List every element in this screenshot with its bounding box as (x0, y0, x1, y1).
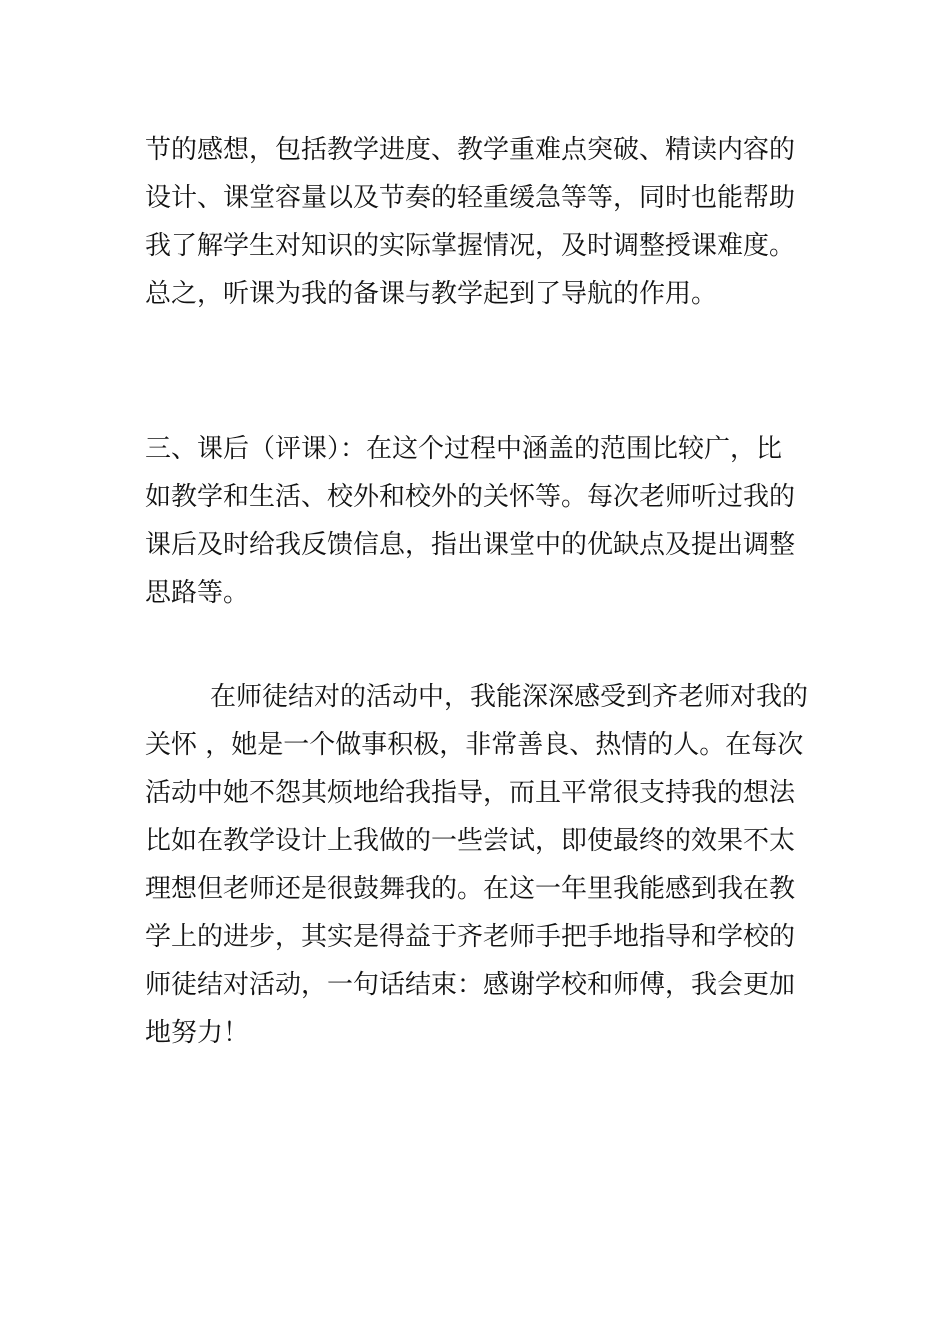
paragraph-line: 我了解学生对知识的实际掌握情况，及时调整授课难度。 (145, 231, 796, 261)
paragraph-line: 师徒结对活动，一句话结束：感谢学校和师傅，我会更加 (145, 970, 796, 1000)
paragraph-line: 思路等。 (145, 578, 250, 608)
paragraph-line: 如教学和生活、校外和校外的关怀等。每次老师听过我的 (145, 482, 796, 512)
paragraph-line: 三、课后（评课）：在这个过程中涵盖的范围比较广，比 (145, 434, 783, 464)
paragraph-line: 节的感想，包括教学进度、教学重难点突破、精读内容的 (145, 135, 796, 165)
paragraph-line: 设计、课堂容量以及节奏的轻重缓急等等，同时也能帮助 (145, 183, 796, 213)
paragraph-line: 地努力！ (145, 1018, 250, 1048)
paragraph-line: 课后及时给我反馈信息，指出课堂中的优缺点及提出调整 (145, 530, 796, 560)
paragraph-line: 活动中她不怨其烦地给我指导，而且平常很支持我的想法 (145, 778, 796, 808)
paragraph-line: 学上的进步，其实是得益于齐老师手把手地指导和学校的 (145, 922, 796, 952)
paragraph-line: 比如在教学设计上我做的一些尝试，即使最终的效果不太 (145, 826, 796, 856)
paragraph-line: 在师徒结对的活动中，我能深深感受到齐老师对我的 (210, 682, 809, 712)
paragraph-line: 总之，听课为我的备课与教学起到了导航的作用。 (145, 279, 718, 309)
paragraph-line: 理想但老师还是很鼓舞我的。在这一年里我能感到我在教 (145, 874, 796, 904)
paragraph-line: 关怀 ，她是一个做事积极，非常善良、热情的人。在每次 (145, 730, 804, 760)
